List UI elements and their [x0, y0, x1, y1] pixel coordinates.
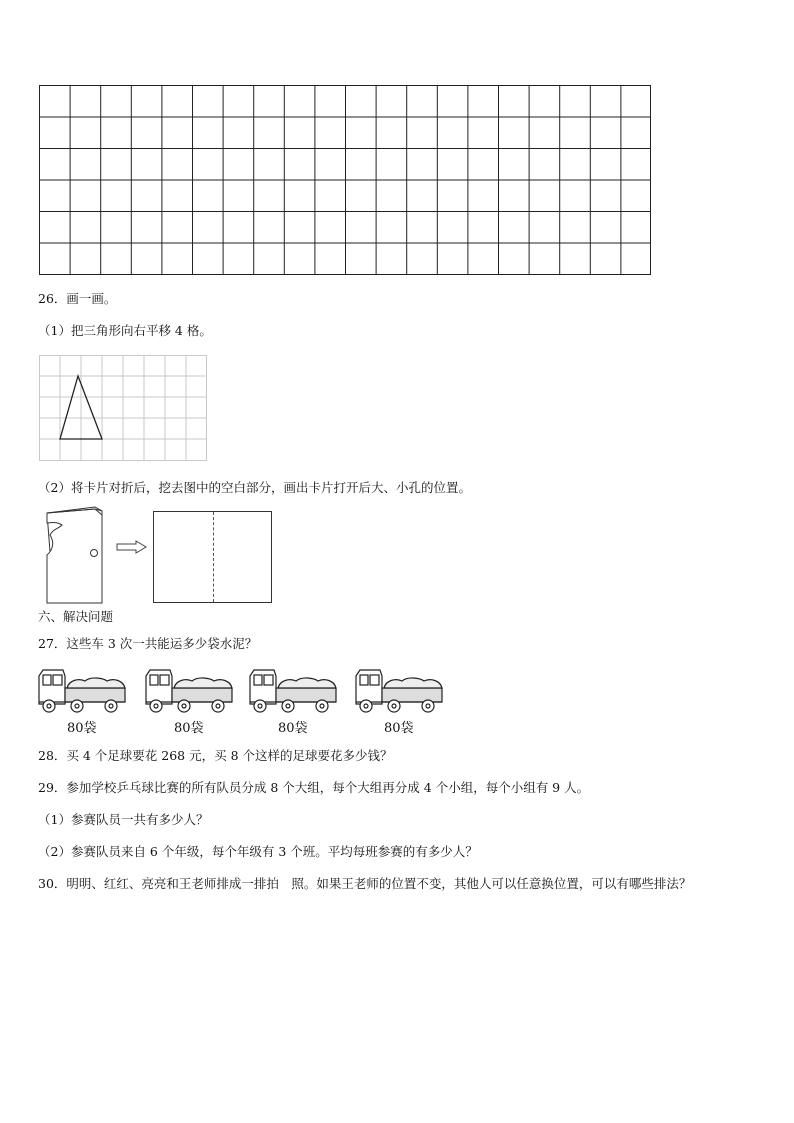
- q29-part2: （2）参赛队员来自 6 个年级，每个年级有 3 个班。平均每班参赛的有多少人？: [38, 844, 478, 859]
- truck-label: 80袋: [67, 721, 97, 736]
- truck: [144, 666, 232, 736]
- q29-part1: （1）参赛队员一共有多少人？: [38, 812, 209, 827]
- q27-text: 27．这些车 3 次一共能运多少袋水泥？: [38, 636, 258, 651]
- truck: [37, 666, 125, 736]
- truck-icon: [354, 666, 446, 714]
- truck-label: 80袋: [278, 721, 308, 736]
- section6-title: 六、解决问题: [38, 609, 114, 624]
- q26-title: 26．画一画。: [38, 291, 117, 306]
- answer-grid: [39, 85, 651, 275]
- trucks-row: [37, 666, 457, 736]
- truck-icon: [248, 666, 340, 714]
- opened-card: [153, 511, 272, 603]
- truck-label: 80袋: [174, 721, 204, 736]
- triangle-grid: [39, 355, 207, 461]
- q30-text: 30．明明、红红、亮亮和王老师排成一排拍 照。如果王老师的位置不变，其他人可以任意换位置，可以有哪些排法？: [38, 876, 692, 891]
- q26-part1: （1）把三角形向右平移 4 格。: [38, 323, 212, 338]
- fold-line: [213, 512, 214, 602]
- q29-text: 29．参加学校乒乓球比赛的所有队员分成 8 个大组，每个大组再分成 4 个小组，每个小组有 9 人。: [38, 780, 590, 795]
- truck: [248, 666, 336, 736]
- folded-card-icon: [40, 505, 104, 605]
- right-arrow-icon: [116, 540, 148, 554]
- q28-text: 28．买 4 个足球要花 268 元，买 8 个这样的足球要花多少钱？: [38, 748, 393, 763]
- truck: [354, 666, 442, 736]
- q26-part2: （2）将卡片对折后，挖去图中的空白部分，画出卡片打开后大、小孔的位置。: [38, 480, 471, 495]
- truck-icon: [144, 666, 236, 714]
- truck-label: 80袋: [384, 721, 414, 736]
- truck-icon: [37, 666, 129, 714]
